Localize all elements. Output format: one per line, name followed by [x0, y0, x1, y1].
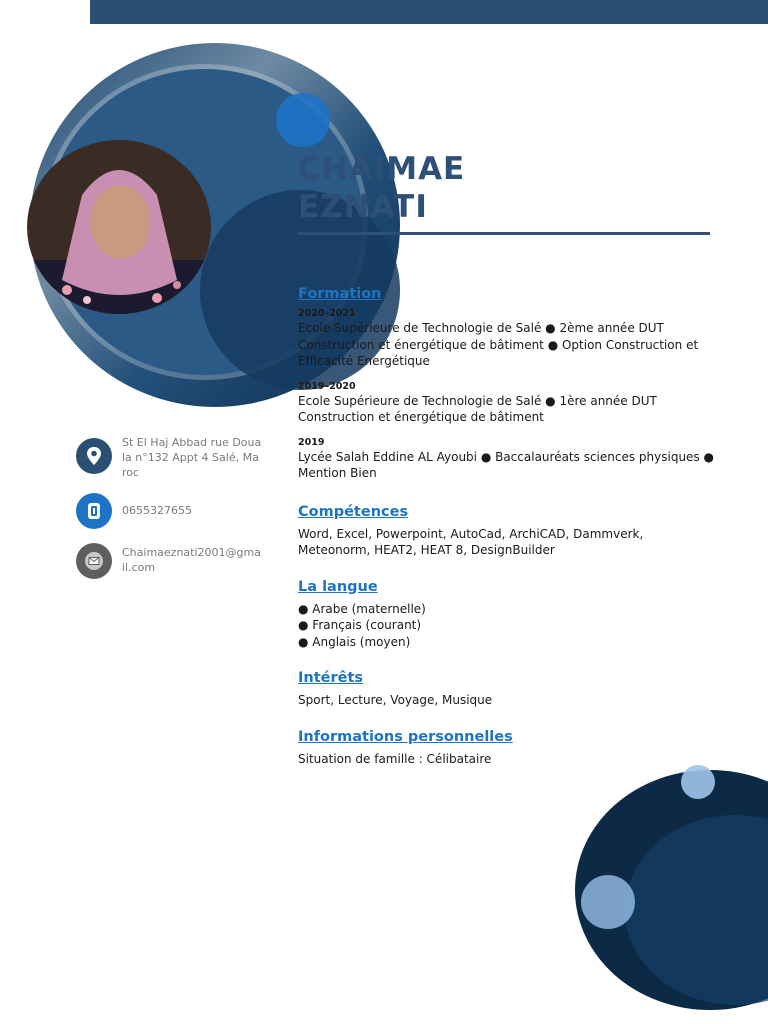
langue-item: ● Arabe (maternelle): [298, 601, 426, 616]
phone-text[interactable]: 0655327655: [122, 504, 192, 517]
decorative-circles-right: [560, 750, 768, 1024]
name-last: EZNATI: [298, 189, 428, 225]
formation-year-3: 2019: [298, 436, 325, 448]
location-pin-icon: [76, 438, 112, 474]
formation-text-1: Ecole Supérieure de Technologie de Salé ● 2ème année DUT Construction et énergétique de bâtiment ● Option Construction et Efficacité Energétique: [298, 321, 699, 368]
infos-text: Situation de famille : Célibataire: [298, 751, 492, 766]
langue-item: ● Français (courant): [298, 618, 422, 632]
infos-title: Informations personnelles: [298, 728, 513, 745]
person-portrait-icon: [27, 140, 211, 314]
formation-title: Formation: [298, 286, 382, 302]
competences-section: [298, 504, 718, 559]
competences-title: Compétences: [298, 503, 409, 520]
langue-title: La langue: [298, 578, 378, 595]
interets-text: Sport, Lecture, Voyage, Musique: [298, 693, 493, 707]
formation-year-2: 2019–2020: [298, 380, 356, 392]
main-content: [298, 286, 718, 767]
formation-text-2: Ecole Supérieure de Technologie de Salé ● 1ère année DUT Construction et énergétique de bâtiment: [298, 393, 657, 424]
langue-item: ● Anglais (moyen): [298, 634, 411, 649]
interets-section: [298, 670, 718, 709]
phone-icon: [76, 493, 112, 529]
name-first: CHAIMAE: [298, 151, 466, 187]
email-text[interactable]: Chaimaeznati2001@gmail.com: [122, 546, 261, 574]
competences-text: Word, Excel, Powerpoint, AutoCad, ArchiCAD, Dammverk, Meteonorm, HEAT2, HEAT 8, DesignBuilder: [298, 526, 644, 557]
mail-icon: [76, 543, 112, 579]
profile-photo: [27, 140, 211, 314]
langue-section: [298, 579, 718, 651]
formation-year-1: 2020–2021: [298, 308, 356, 319]
name-underline: [298, 232, 710, 235]
formation-text-3: Lycée Salah Eddine AL Ayoubi ● Baccalauréats sciences physiques ● Mention Bien: [298, 449, 714, 480]
candidate-name: [298, 150, 718, 226]
formation-section: [298, 286, 718, 482]
address-text: St El Haj Abbad rue Douala n°132 Appt 4 Salé, Maroc: [122, 436, 262, 479]
interets-title: Intérêts: [298, 670, 364, 686]
